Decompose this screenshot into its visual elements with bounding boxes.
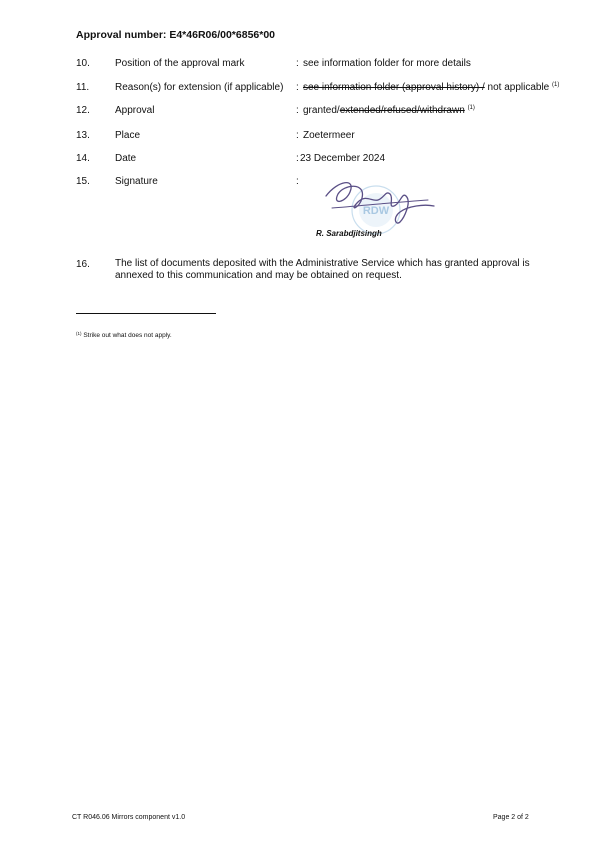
footnote-marker: (1): [76, 331, 82, 336]
footnote-marker: (1): [552, 82, 560, 88]
struck-text: extended/refused/withdrawn: [339, 105, 465, 116]
footnote-marker: (1): [467, 105, 475, 111]
footer-page-number: Page 2 of 2: [493, 814, 529, 821]
item-label: Reason(s) for extension (if applicable): [115, 82, 284, 93]
item-colon: :: [296, 153, 299, 164]
item-label: Approval: [115, 105, 155, 116]
item-number: 15.: [76, 176, 90, 187]
item-number: 12.: [76, 105, 90, 116]
item-colon: :: [296, 82, 299, 93]
item-label: Date: [115, 153, 137, 164]
footer-document-id: CT R046.06 Mirrors component v1.0: [72, 814, 186, 821]
item-number: 10.: [76, 58, 90, 69]
item-value: 23 December 2024: [300, 153, 386, 164]
item-number: 13.: [76, 130, 90, 141]
item-value: Zoetermeer: [303, 130, 355, 141]
item-label: Signature: [115, 176, 158, 187]
footnote-text: Strike out what does not apply.: [83, 332, 172, 339]
item-colon: :: [296, 130, 299, 141]
stamp-text: RDW: [362, 205, 390, 217]
item-value: [303, 104, 475, 117]
footnote-divider: [76, 313, 216, 314]
value-text: granted/: [303, 105, 340, 116]
struck-text: see information folder (approval history) /: [303, 82, 485, 93]
item-number: 11.: [76, 82, 90, 93]
value-text: not applicable: [484, 82, 550, 93]
signatory-name: R. Sarabdjitsingh: [316, 229, 382, 238]
item-number: 16.: [76, 259, 90, 270]
item-number: 14.: [76, 153, 90, 164]
item-16-text: The list of documents deposited with the Administrative Service which has granted approval is annexed to this communication and may be obtained on request.: [115, 258, 530, 281]
item-label: Position of the approval mark: [115, 58, 245, 69]
item-value: [303, 81, 559, 94]
item-colon: :: [296, 105, 299, 116]
item-colon: :: [296, 58, 299, 69]
approval-number-heading: Approval number: E4*46R06/00*6856*00: [76, 29, 276, 41]
item-colon: :: [296, 176, 299, 187]
item-label: Place: [115, 130, 141, 141]
footnote: [76, 332, 172, 339]
item-value: see information folder for more details: [303, 58, 471, 69]
